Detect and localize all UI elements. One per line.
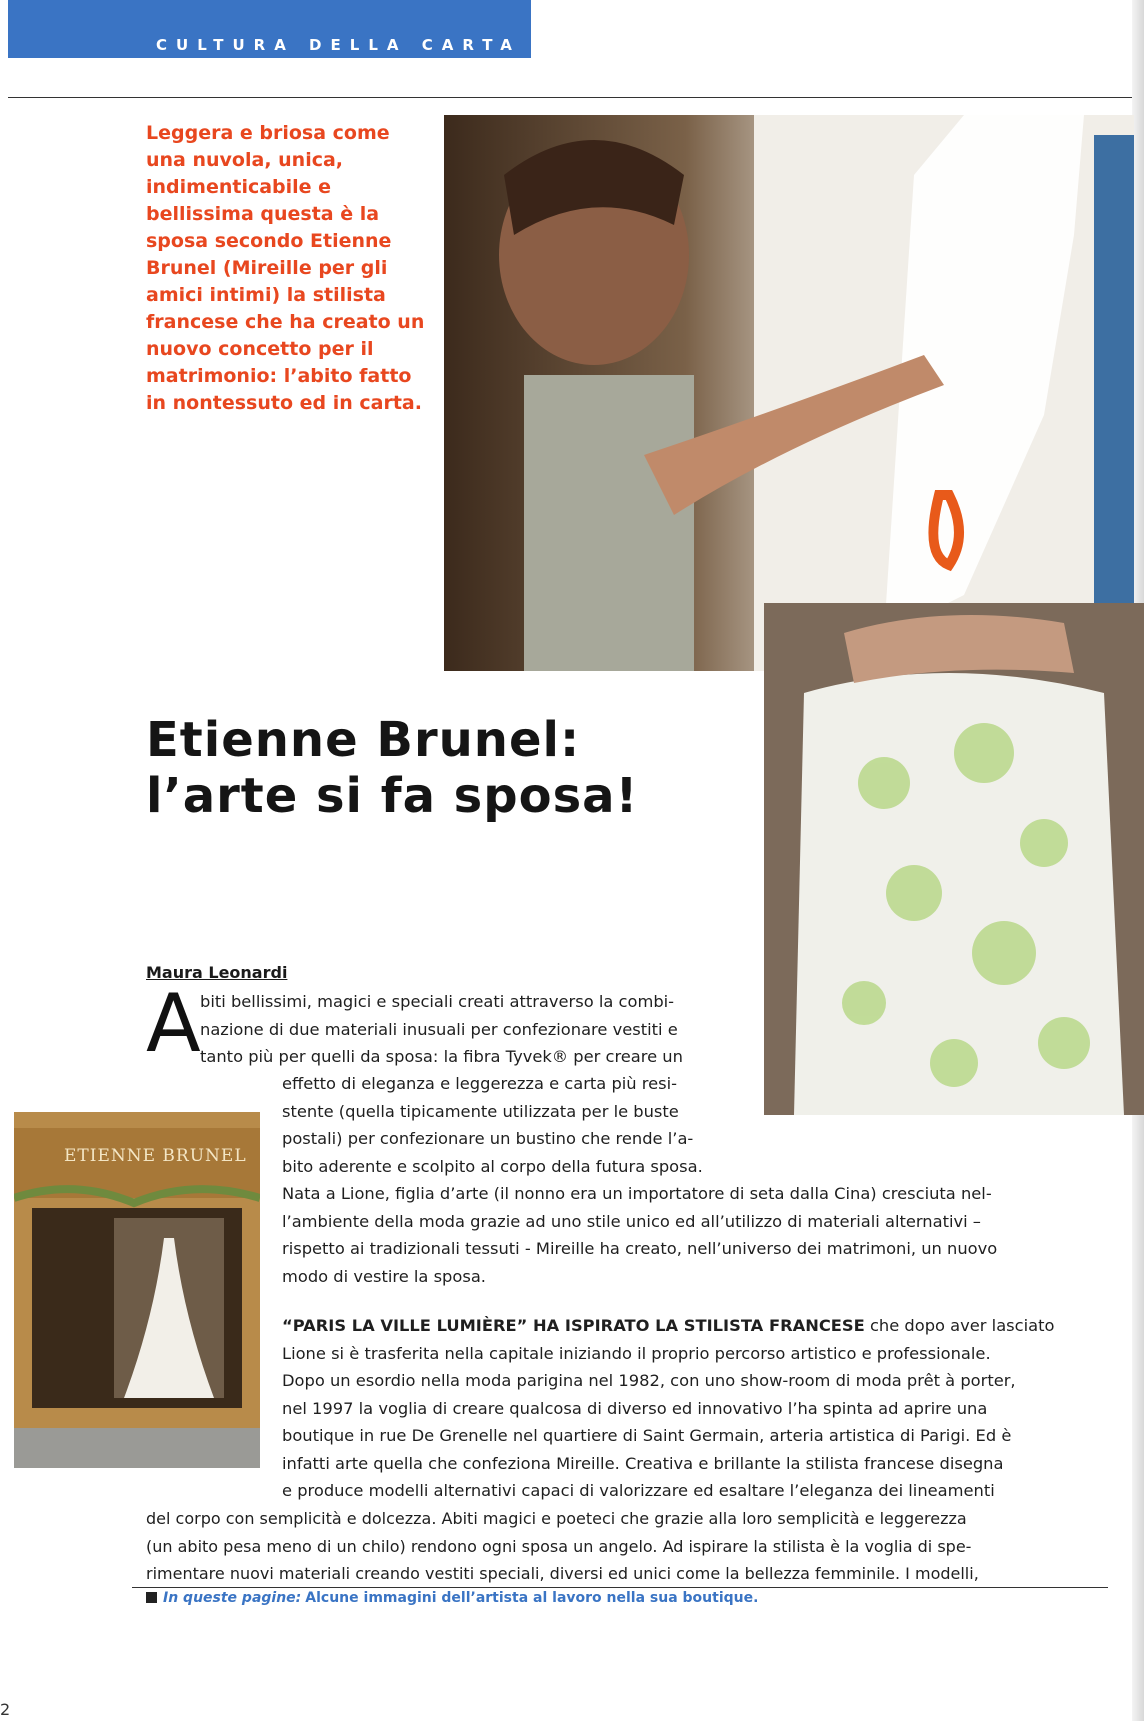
lead-paragraph: Leggera e briosa come una nuvola, unica, indimenticabile e bellissima questa è la sposa secondo Etienne Brunel (Mireille per gli amici intimi) la stilista francese che ha creato un nuovo concetto per il matrimonio: l’abito fatto in nontessuto ed in carta. [146,122,425,414]
section-header-tab [8,0,531,58]
photo-boutique-storefront [14,1098,260,1468]
photo-dress-detail [764,603,1144,1115]
text-line: stente (quella tipicamente utilizzata per le buste [282,1101,679,1121]
text-line: infatti arte quella che confeziona Mireille. Creativa e brillante la stilista francese disegna [282,1453,1004,1473]
author-byline: Maura Leonardi [146,963,288,982]
photo-designer-at-work [444,115,1134,671]
text-line: Lione si è trasferita nella capitale iniziando il proprio percorso artistico e professionale. [282,1343,991,1363]
paragraph-3-lead: “PARIS LA VILLE LUMIÈRE” HA ISPIRATO LA STILISTA FRANCESE [282,1316,865,1335]
top-divider [8,97,1138,98]
text-line: Dopo un esordio nella moda parigina nel 1982, con uno show-room di moda prêt à porter, [282,1371,1016,1390]
caption-text: Alcune immagini dell’artista al lavoro nella sua boutique. [305,1590,759,1606]
text-line: (un abito pesa meno di un chilo) rendono ogni sposa un angelo. Ad ispirare la stilista è la voglia di spe- [146,1536,972,1556]
photo-caption [146,1590,758,1606]
headline-line-1: Etienne Brunel: [146,712,581,768]
text-line: rispetto ai tradizionali tessuti - Mireille ha creato, nell’universo dei matrimoni, un nuovo [282,1239,998,1258]
caption-label: In queste pagine: [163,1590,302,1606]
text-line: effetto di eleganza e leggerezza e carta più resi- [282,1074,678,1093]
paragraph-3-first-line: che dopo aver lasciato [864,1316,1055,1335]
text-line [282,1312,1112,1340]
paragraph-3-wide [146,1505,1116,1588]
section-title: CULTURA DELLA CARTA [156,36,521,54]
text-line: nazione di due materiali inusuali per confezionare vestiti e [200,1019,678,1039]
drop-cap: A [146,977,201,1070]
text-line: rimentare nuovi materiali creando vestiti speciali, diversi ed unici come la bellezza femminile. I modelli, [146,1564,979,1583]
article-headline [146,712,746,824]
text-line: del corpo con semplicità e dolcezza. Abiti magici e poeteci che grazie alla loro semplicità e leggerezza [146,1509,967,1528]
paragraph-2 [282,1180,1112,1290]
caption-bullet [146,1592,157,1603]
paragraph-3 [282,1312,1112,1505]
text-line: l’ambiente della moda grazie ad uno stile unico ed all’utilizzo di materiali alternativi – [282,1211,981,1231]
text-line: modo di vestire la sposa. [282,1266,486,1286]
text-line: bito aderente e scolpito al corpo della futura sposa. [282,1156,703,1176]
text-line: boutique in rue De Grenelle nel quartiere di Saint Germain, arteria artistica di Parigi. Ed è [282,1426,1012,1445]
caption-divider [132,1587,1108,1588]
text-line: nel 1997 la voglia di creare qualcosa di diverso ed innovativo l’ha spinta ad aprire una [282,1398,988,1418]
paragraph-1-rest [282,1070,752,1180]
text-line: e produce modelli alternativi capaci di valorizzare ed esaltare l’eleganza dei lineamenti [282,1481,995,1500]
text-line: biti bellissimi, magici e speciali creati attraverso la combi- [200,992,675,1011]
paragraph-1-start [200,988,740,1071]
text-line: Nata a Lione, figlia d’arte (il nonno era un importatore di seta dalla Cina) cresciuta nel- [282,1184,992,1203]
headline-line-2: l’arte si fa sposa! [146,768,639,824]
text-line: tanto più per quelli da sposa: la fibra Tyvek® per creare un [200,1047,683,1066]
page-number: 2 [0,1700,11,1719]
text-line: postali) per confezionare un bustino che rende l’a- [282,1129,694,1148]
shop-sign: ETIENNE BRUNEL [64,1146,247,1166]
